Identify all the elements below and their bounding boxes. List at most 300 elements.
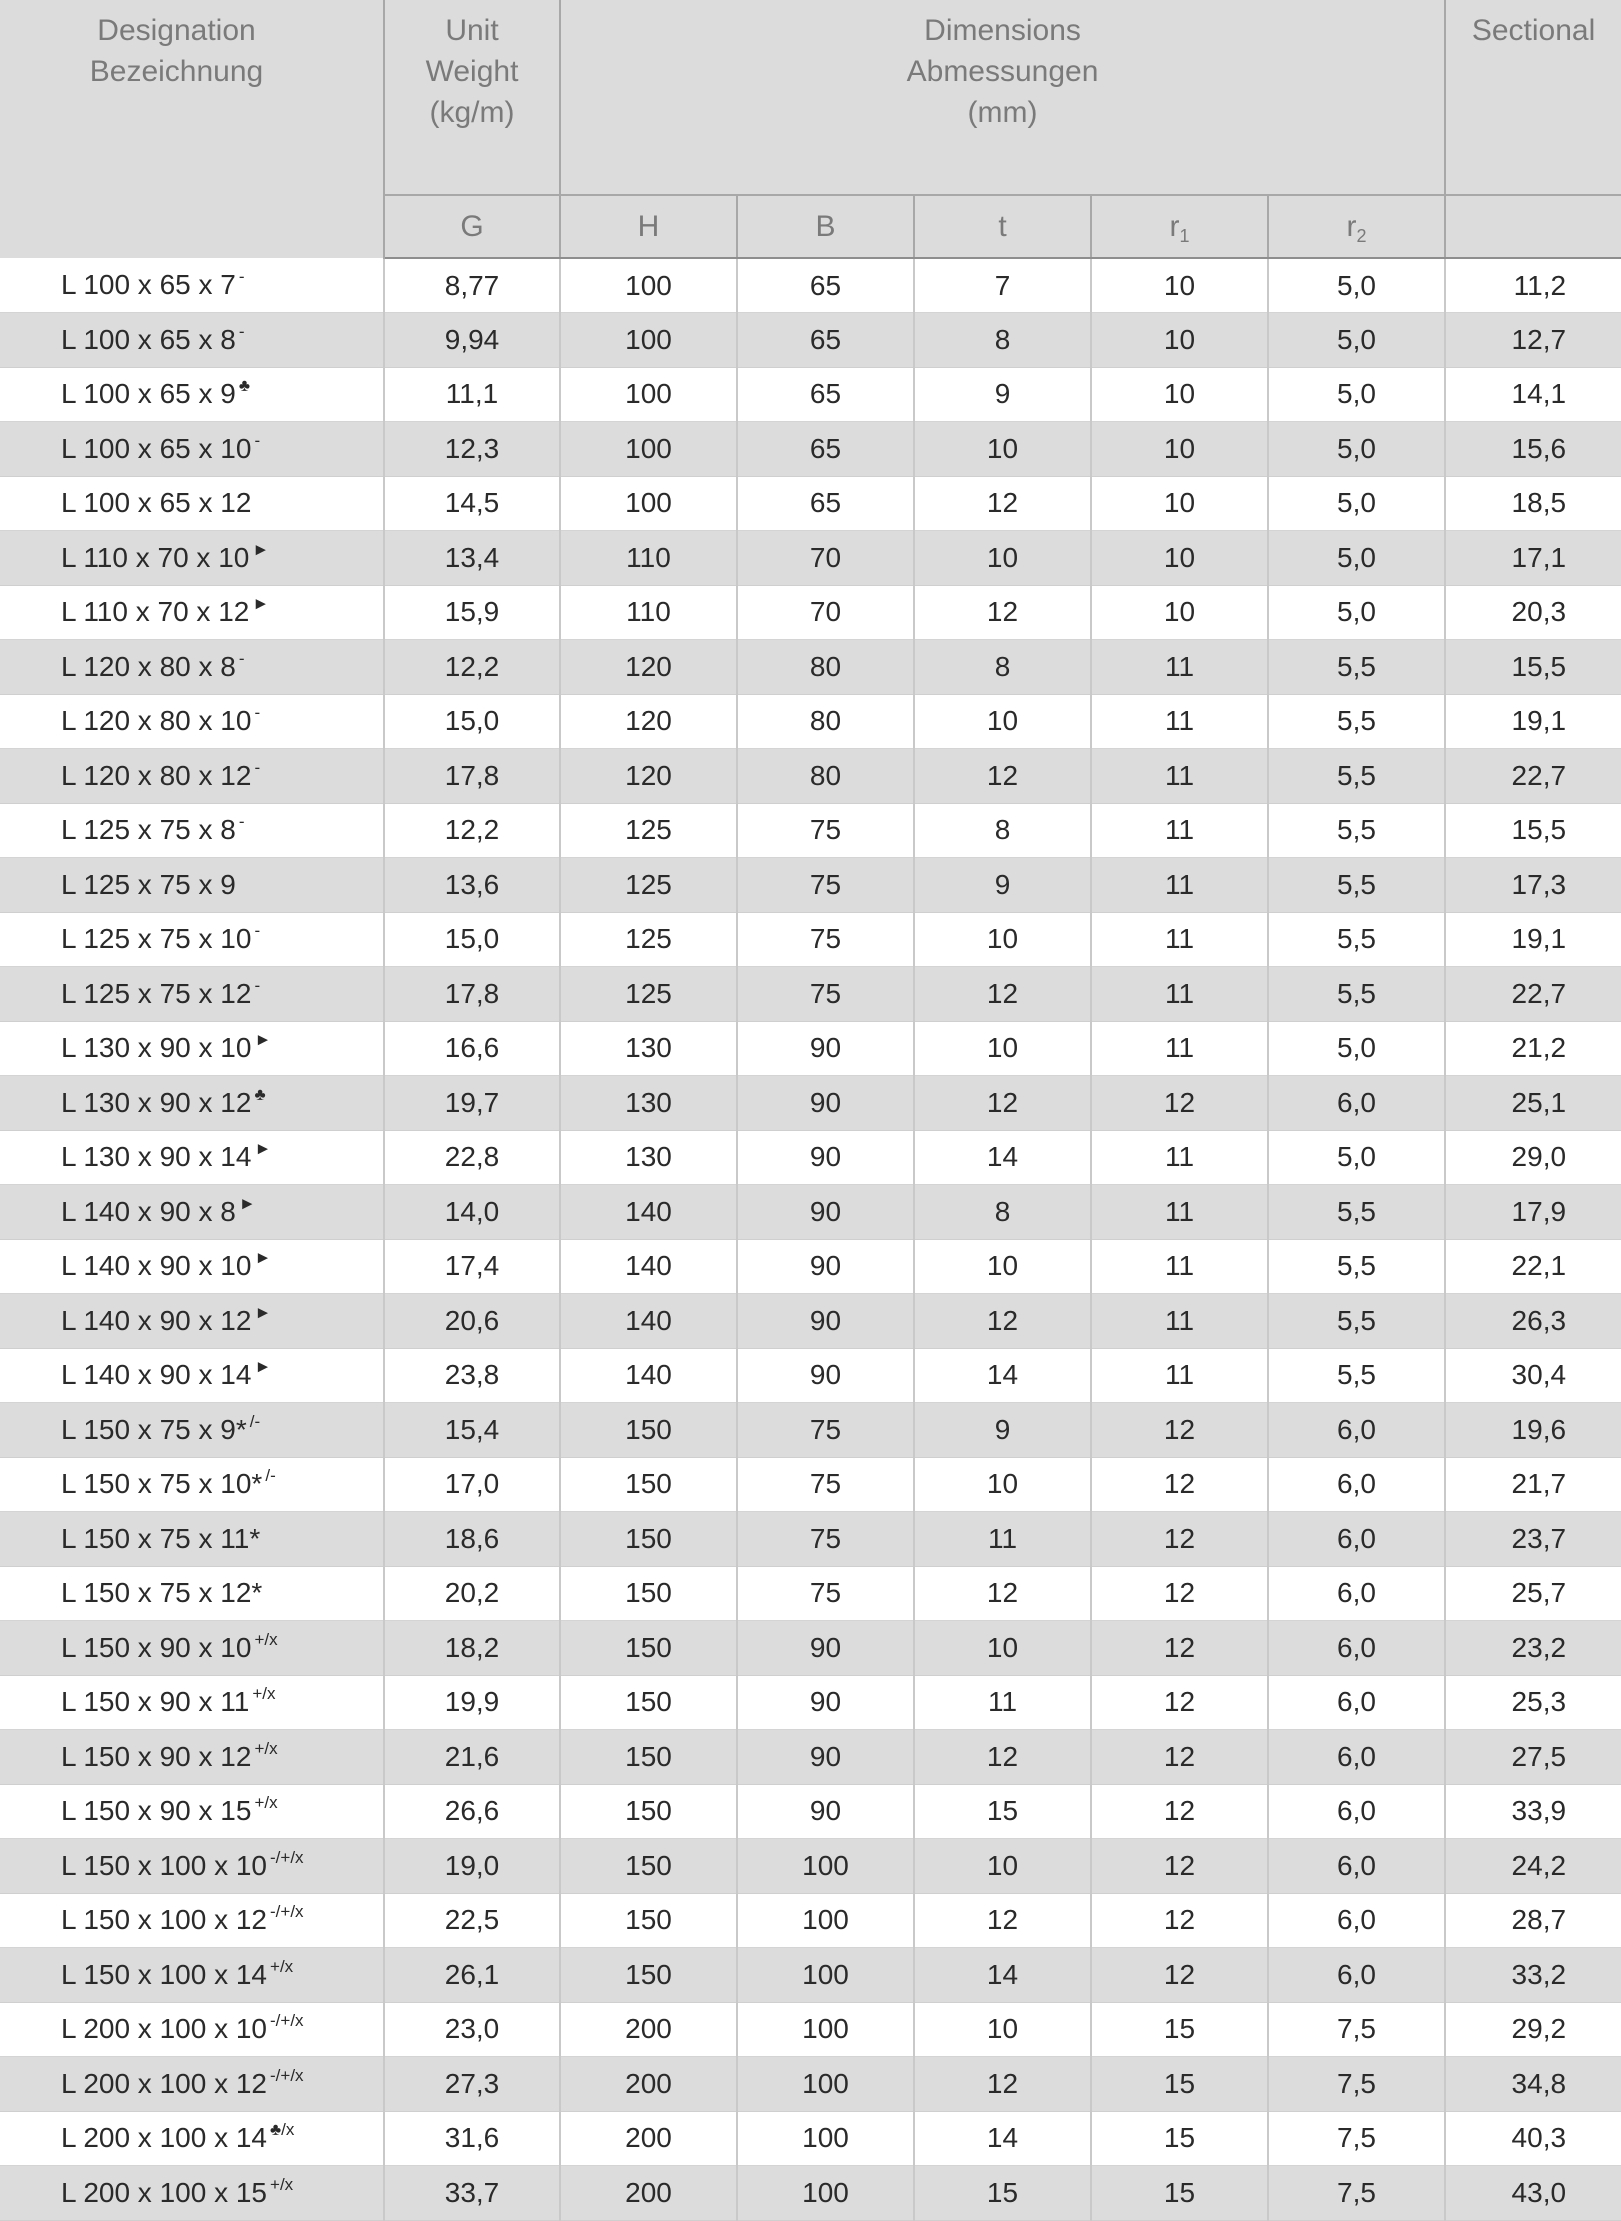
radius-r2-cell: 5,0 — [1268, 531, 1445, 586]
sectional-area-cell: 30,4 — [1445, 1348, 1621, 1403]
thickness-cell: 10 — [914, 694, 1091, 749]
width-cell: 65 — [737, 422, 914, 477]
unit-weight-cell: 23,0 — [384, 2002, 560, 2057]
designation-cell — [0, 1948, 384, 2003]
designation-text: L 150 x 100 x 14 — [61, 1958, 268, 1990]
designation-cell — [0, 1512, 384, 1567]
height-cell: 140 — [560, 1185, 737, 1240]
unit-weight-cell: 18,2 — [384, 1621, 560, 1676]
table-row — [0, 1839, 1621, 1894]
radius-r1-cell: 10 — [1091, 422, 1268, 477]
table-row — [0, 1239, 1621, 1294]
thickness-cell: 12 — [914, 1566, 1091, 1621]
unit-weight-cell: 21,6 — [384, 1730, 560, 1785]
designation-text: L 140 x 90 x 10 — [61, 1250, 252, 1282]
unit-weight-cell: 15,9 — [384, 585, 560, 640]
unit-weight-cell: 20,6 — [384, 1294, 560, 1349]
thickness-cell: 14 — [914, 1948, 1091, 2003]
unit-weight-cell: 14,5 — [384, 476, 560, 531]
radius-r2-cell: 5,0 — [1268, 313, 1445, 368]
thickness-cell: 11 — [914, 1675, 1091, 1730]
sectional-area-cell: 19,1 — [1445, 694, 1621, 749]
thickness-cell: 10 — [914, 1021, 1091, 1076]
height-cell: 130 — [560, 1076, 737, 1131]
designation-mark: ► — [252, 594, 270, 614]
designation-text: L 130 x 90 x 12 — [61, 1086, 252, 1118]
width-cell: 75 — [737, 858, 914, 913]
designation-text: L 200 x 100 x 15 — [61, 2176, 268, 2208]
designation-cell — [0, 803, 384, 858]
thickness-cell: 12 — [914, 476, 1091, 531]
unit-weight-header: Unit Weight (kg/m) — [384, 0, 560, 195]
table-row — [0, 1784, 1621, 1839]
designation-text: L 100 x 65 x 12 — [61, 487, 252, 519]
col-sectional-sub-header — [1445, 195, 1621, 258]
designation-mark: ► — [254, 1357, 272, 1377]
height-cell: 120 — [560, 694, 737, 749]
width-cell: 100 — [737, 2166, 914, 2221]
radius-r1-cell: 11 — [1091, 1294, 1268, 1349]
width-cell: 90 — [737, 1294, 914, 1349]
sectional-area-cell: 25,3 — [1445, 1675, 1621, 1730]
height-cell: 140 — [560, 1294, 737, 1349]
table-row — [0, 1348, 1621, 1403]
designation-mark: +/x — [270, 2174, 294, 2194]
designation-text: L 150 x 100 x 10 — [61, 1849, 268, 1881]
designation-cell — [0, 694, 384, 749]
width-cell: 90 — [737, 1621, 914, 1676]
unit-weight-cell: 19,7 — [384, 1076, 560, 1131]
radius-r2-cell: 5,0 — [1268, 258, 1445, 313]
designation-text: L 150 x 90 x 15 — [61, 1795, 252, 1827]
sectional-area-cell: 15,6 — [1445, 422, 1621, 477]
width-cell: 65 — [737, 313, 914, 368]
radius-r2-cell: 6,0 — [1268, 1784, 1445, 1839]
designation-cell — [0, 1403, 384, 1458]
designation-mark: - — [238, 812, 245, 832]
designation-cell — [0, 1784, 384, 1839]
unit-weight-cell: 9,94 — [384, 313, 560, 368]
sectional-area-cell: 17,3 — [1445, 858, 1621, 913]
designation-text: L 130 x 90 x 14 — [61, 1141, 252, 1173]
radius-r2-cell: 6,0 — [1268, 1566, 1445, 1621]
col-b-header: B — [737, 195, 914, 258]
sectional-area-cell: 22,7 — [1445, 749, 1621, 804]
radius-r1-cell: 11 — [1091, 1021, 1268, 1076]
designation-text: L 100 x 65 x 10 — [61, 432, 252, 464]
designation-cell — [0, 749, 384, 804]
table-row — [0, 640, 1621, 695]
designation-mark: - — [254, 975, 261, 995]
width-cell: 65 — [737, 367, 914, 422]
radius-r2-cell: 5,0 — [1268, 1130, 1445, 1185]
sectional-area-cell: 27,5 — [1445, 1730, 1621, 1785]
designation-text: L 120 x 80 x 10 — [61, 705, 252, 737]
table-row — [0, 1294, 1621, 1349]
height-cell: 150 — [560, 1566, 737, 1621]
thickness-cell: 12 — [914, 967, 1091, 1022]
radius-r2-cell: 6,0 — [1268, 1457, 1445, 1512]
table-row — [0, 749, 1621, 804]
designation-cell — [0, 1675, 384, 1730]
dimensions-header: Dimensions Abmessungen (mm) — [560, 0, 1445, 195]
unit-weight-cell: 27,3 — [384, 2057, 560, 2112]
designation-mark: ► — [254, 1139, 272, 1159]
radius-r2-cell: 6,0 — [1268, 1675, 1445, 1730]
thickness-cell: 7 — [914, 258, 1091, 313]
radius-r2-cell: 5,5 — [1268, 912, 1445, 967]
sectional-area-cell: 15,5 — [1445, 803, 1621, 858]
table-row — [0, 694, 1621, 749]
designation-mark: +/x — [270, 1956, 294, 1976]
table-row — [0, 1675, 1621, 1730]
col-r2-header: $r_2$ — [1268, 195, 1445, 258]
radius-r2-cell: 6,0 — [1268, 1621, 1445, 1676]
sectional-area-cell: 20,3 — [1445, 585, 1621, 640]
width-cell: 75 — [737, 1403, 914, 1458]
height-cell: 120 — [560, 640, 737, 695]
designation-text: L 100 x 65 x 7 — [61, 269, 236, 300]
designation-text: L 200 x 100 x 12 — [61, 2067, 268, 2099]
designation-cell — [0, 313, 384, 368]
height-cell: 100 — [560, 313, 737, 368]
unit-weight-cell: 26,6 — [384, 1784, 560, 1839]
height-cell: 125 — [560, 967, 737, 1022]
designation-mark: /- — [265, 1466, 276, 1486]
designation-text: L 140 x 90 x 14 — [61, 1359, 252, 1391]
designation-text: L 150 x 90 x 11 — [61, 1686, 250, 1718]
radius-r1-cell: 12 — [1091, 1076, 1268, 1131]
width-cell: 75 — [737, 1512, 914, 1567]
sectional-area-cell: 26,3 — [1445, 1294, 1621, 1349]
unit-weight-cell: 19,0 — [384, 1839, 560, 1894]
height-cell: 130 — [560, 1021, 737, 1076]
table-row — [0, 858, 1621, 913]
thickness-cell: 10 — [914, 2002, 1091, 2057]
designation-cell — [0, 1348, 384, 1403]
designation-cell — [0, 858, 384, 913]
radius-r2-cell: 7,5 — [1268, 2057, 1445, 2112]
designation-mark: ► — [254, 1030, 272, 1050]
table-row — [0, 2002, 1621, 2057]
radius-r1-cell: 11 — [1091, 749, 1268, 804]
radius-r1-cell: 12 — [1091, 1893, 1268, 1948]
thickness-cell: 15 — [914, 1784, 1091, 1839]
designation-mark: +/x — [254, 1738, 278, 1758]
designation-cell — [0, 2166, 384, 2221]
designation-mark: -/+/x — [270, 2065, 304, 2085]
thickness-cell: 12 — [914, 1294, 1091, 1349]
designation-cell — [0, 1021, 384, 1076]
height-cell: 150 — [560, 1457, 737, 1512]
designation-cell — [0, 1839, 384, 1894]
radius-r2-cell: 7,5 — [1268, 2166, 1445, 2221]
radius-r2-cell: 5,5 — [1268, 858, 1445, 913]
table-row — [0, 367, 1621, 422]
radius-r1-cell: 11 — [1091, 1348, 1268, 1403]
table-row — [0, 1021, 1621, 1076]
designation-text: L 140 x 90 x 8 — [61, 1195, 236, 1227]
table-row — [0, 1893, 1621, 1948]
designation-cell — [0, 585, 384, 640]
radius-r1-cell: 11 — [1091, 640, 1268, 695]
unit-weight-cell: 12,3 — [384, 422, 560, 477]
radius-r1-cell: 15 — [1091, 2057, 1268, 2112]
designation-cell — [0, 367, 384, 422]
thickness-cell: 12 — [914, 2057, 1091, 2112]
thickness-cell: 12 — [914, 1730, 1091, 1785]
unit-weight-cell: 12,2 — [384, 803, 560, 858]
designation-mark: ► — [238, 1193, 256, 1213]
table-row — [0, 967, 1621, 1022]
sectional-area-cell: 21,2 — [1445, 1021, 1621, 1076]
unit-weight-cell: 14,0 — [384, 1185, 560, 1240]
height-cell: 150 — [560, 1675, 737, 1730]
sectional-area-cell: 19,6 — [1445, 1403, 1621, 1458]
unit-weight-cell: 16,6 — [384, 1021, 560, 1076]
designation-cell — [0, 967, 384, 1022]
width-cell: 90 — [737, 1348, 914, 1403]
radius-r1-cell: 12 — [1091, 1839, 1268, 1894]
height-cell: 200 — [560, 2057, 737, 2112]
designation-mark: ♣ — [238, 376, 251, 396]
radius-r1-cell: 12 — [1091, 1566, 1268, 1621]
sectional-area-cell: 23,7 — [1445, 1512, 1621, 1567]
width-cell: 100 — [737, 2002, 914, 2057]
designation-cell — [0, 422, 384, 477]
col-t-header: t — [914, 195, 1091, 258]
table-row — [0, 1621, 1621, 1676]
radius-r1-cell: 11 — [1091, 1130, 1268, 1185]
designation-text: L 125 x 75 x 12 — [61, 977, 252, 1009]
designation-cell — [0, 1730, 384, 1785]
table-row — [0, 258, 1621, 313]
table-row — [0, 1730, 1621, 1785]
thickness-cell: 8 — [914, 803, 1091, 858]
width-cell: 90 — [737, 1784, 914, 1839]
table-row — [0, 531, 1621, 586]
width-cell: 90 — [737, 1021, 914, 1076]
sectional-area-cell: 22,1 — [1445, 1239, 1621, 1294]
thickness-cell: 12 — [914, 1893, 1091, 1948]
radius-r1-cell: 10 — [1091, 313, 1268, 368]
height-cell: 150 — [560, 1512, 737, 1567]
designation-mark: - — [254, 757, 261, 777]
designation-text: L 110 x 70 x 12 — [61, 596, 250, 628]
table-body — [0, 258, 1621, 2220]
designation-cell — [0, 1457, 384, 1512]
sectional-area-cell: 33,9 — [1445, 1784, 1621, 1839]
table-row — [0, 1457, 1621, 1512]
unit-weight-cell: 20,2 — [384, 1566, 560, 1621]
thickness-cell: 8 — [914, 1185, 1091, 1240]
sectional-area-cell: 21,7 — [1445, 1457, 1621, 1512]
radius-r2-cell: 5,5 — [1268, 1185, 1445, 1240]
radius-r2-cell: 6,0 — [1268, 1403, 1445, 1458]
table-row — [0, 912, 1621, 967]
designation-mark: -/+/x — [270, 1847, 304, 1867]
sectional-area-cell: 12,7 — [1445, 313, 1621, 368]
designation-text: L 120 x 80 x 8 — [61, 650, 236, 682]
unit-weight-cell: 19,9 — [384, 1675, 560, 1730]
radius-r1-cell: 11 — [1091, 912, 1268, 967]
radius-r1-cell: 10 — [1091, 258, 1268, 313]
sectional-area-cell: 40,3 — [1445, 2111, 1621, 2166]
width-cell: 90 — [737, 1239, 914, 1294]
thickness-cell: 10 — [914, 1839, 1091, 1894]
radius-r2-cell: 5,5 — [1268, 967, 1445, 1022]
radius-r2-cell: 5,5 — [1268, 1294, 1445, 1349]
width-cell: 65 — [737, 476, 914, 531]
radius-r2-cell: 5,5 — [1268, 1348, 1445, 1403]
unit-weight-cell: 12,2 — [384, 640, 560, 695]
sectional-area-cell: 19,1 — [1445, 912, 1621, 967]
unit-weight-cell: 11,1 — [384, 367, 560, 422]
unit-weight-cell: 13,4 — [384, 531, 560, 586]
radius-r2-cell: 6,0 — [1268, 1839, 1445, 1894]
designation-cell — [0, 1239, 384, 1294]
designation-cell — [0, 1185, 384, 1240]
width-cell: 100 — [737, 1839, 914, 1894]
designation-text: L 150 x 90 x 12 — [61, 1740, 252, 1772]
designation-text: L 130 x 90 x 10 — [61, 1032, 252, 1064]
sectional-area-cell: 24,2 — [1445, 1839, 1621, 1894]
height-cell: 130 — [560, 1130, 737, 1185]
radius-r1-cell: 12 — [1091, 1675, 1268, 1730]
designation-text: L 125 x 75 x 8 — [61, 814, 236, 846]
thickness-cell: 14 — [914, 1348, 1091, 1403]
unit-weight-cell: 17,0 — [384, 1457, 560, 1512]
designation-text: L 125 x 75 x 10 — [61, 923, 252, 955]
width-cell: 75 — [737, 1566, 914, 1621]
height-cell: 140 — [560, 1348, 737, 1403]
designation-mark: - — [254, 703, 261, 723]
col-g-header: G — [384, 195, 560, 258]
col-r1-header: $r_1$ — [1091, 195, 1268, 258]
radius-r1-cell: 12 — [1091, 1948, 1268, 2003]
unit-weight-cell: 17,4 — [384, 1239, 560, 1294]
width-cell: 90 — [737, 1076, 914, 1131]
unit-weight-cell: 15,4 — [384, 1403, 560, 1458]
height-cell: 150 — [560, 1621, 737, 1676]
designation-mark: ♣ — [254, 1084, 266, 1104]
height-cell: 125 — [560, 803, 737, 858]
radius-r2-cell: 7,5 — [1268, 2002, 1445, 2057]
radius-r1-cell: 12 — [1091, 1457, 1268, 1512]
width-cell: 100 — [737, 1893, 914, 1948]
width-cell: 70 — [737, 585, 914, 640]
unit-weight-cell: 13,6 — [384, 858, 560, 913]
unit-weight-cell: 23,8 — [384, 1348, 560, 1403]
radius-r1-cell: 12 — [1091, 1730, 1268, 1785]
sectional-area-cell: 43,0 — [1445, 2166, 1621, 2221]
width-cell: 90 — [737, 1130, 914, 1185]
thickness-cell: 8 — [914, 313, 1091, 368]
table-row — [0, 1185, 1621, 1240]
height-cell: 125 — [560, 912, 737, 967]
designation-cell — [0, 912, 384, 967]
radius-r1-cell: 15 — [1091, 2002, 1268, 2057]
designation-mark: -/+/x — [270, 2011, 304, 2031]
sectional-area-cell: 18,5 — [1445, 476, 1621, 531]
width-cell: 90 — [737, 1675, 914, 1730]
height-cell: 150 — [560, 1730, 737, 1785]
width-cell: 100 — [737, 2111, 914, 2166]
height-cell: 200 — [560, 2166, 737, 2221]
height-cell: 140 — [560, 1239, 737, 1294]
radius-r2-cell: 5,0 — [1268, 1021, 1445, 1076]
designation-cell — [0, 1130, 384, 1185]
table-row — [0, 1076, 1621, 1131]
sectional-area-cell: 29,2 — [1445, 2002, 1621, 2057]
table-row — [0, 2111, 1621, 2166]
radius-r1-cell: 15 — [1091, 2166, 1268, 2221]
thickness-cell: 10 — [914, 531, 1091, 586]
sectional-area-cell: 11,2 — [1445, 258, 1621, 313]
designation-text: L 150 x 100 x 12 — [61, 1904, 268, 1936]
designation-text: L 100 x 65 x 9 — [61, 378, 236, 410]
width-cell: 70 — [737, 531, 914, 586]
radius-r2-cell: 5,5 — [1268, 640, 1445, 695]
radius-r2-cell: 5,0 — [1268, 585, 1445, 640]
height-cell: 150 — [560, 1403, 737, 1458]
radius-r2-cell: 5,5 — [1268, 1239, 1445, 1294]
designation-mark: ► — [254, 1302, 272, 1322]
height-cell: 150 — [560, 1784, 737, 1839]
designation-cell — [0, 2111, 384, 2166]
designation-mark: ► — [252, 539, 270, 559]
thickness-cell: 12 — [914, 1076, 1091, 1131]
radius-r2-cell: 5,5 — [1268, 749, 1445, 804]
height-cell: 110 — [560, 585, 737, 640]
designation-cell — [0, 258, 384, 313]
designation-text: L 150 x 90 x 10 — [61, 1631, 252, 1663]
radius-r2-cell: 6,0 — [1268, 1730, 1445, 1785]
designation-cell — [0, 2002, 384, 2057]
table-row — [0, 2166, 1621, 2221]
radius-r1-cell: 12 — [1091, 1512, 1268, 1567]
designation-text: L 150 x 75 x 9* — [61, 1413, 247, 1445]
designation-text: L 120 x 80 x 12 — [61, 759, 252, 791]
designation-cell — [0, 2057, 384, 2112]
height-cell: 200 — [560, 2111, 737, 2166]
width-cell: 75 — [737, 967, 914, 1022]
designation-cell — [0, 476, 384, 531]
designation-text: L 100 x 65 x 8 — [61, 323, 236, 355]
radius-r1-cell: 11 — [1091, 858, 1268, 913]
thickness-cell: 10 — [914, 422, 1091, 477]
thickness-cell: 10 — [914, 1457, 1091, 1512]
thickness-cell: 12 — [914, 585, 1091, 640]
thickness-cell: 12 — [914, 749, 1091, 804]
thickness-cell: 15 — [914, 2166, 1091, 2221]
designation-mark: ♣/x — [270, 2120, 295, 2140]
designation-mark: +/x — [254, 1793, 278, 1813]
designation-mark: +/x — [252, 1684, 276, 1704]
designation-mark: - — [238, 648, 245, 668]
thickness-cell: 14 — [914, 1130, 1091, 1185]
designation-cell — [0, 640, 384, 695]
height-cell: 100 — [560, 258, 737, 313]
width-cell: 80 — [737, 694, 914, 749]
designation-mark: - — [238, 321, 245, 341]
width-cell: 65 — [737, 258, 914, 313]
thickness-cell: 8 — [914, 640, 1091, 695]
height-cell: 110 — [560, 531, 737, 586]
designation-mark: - — [238, 267, 245, 286]
table-row — [0, 585, 1621, 640]
radius-r1-cell: 12 — [1091, 1784, 1268, 1839]
